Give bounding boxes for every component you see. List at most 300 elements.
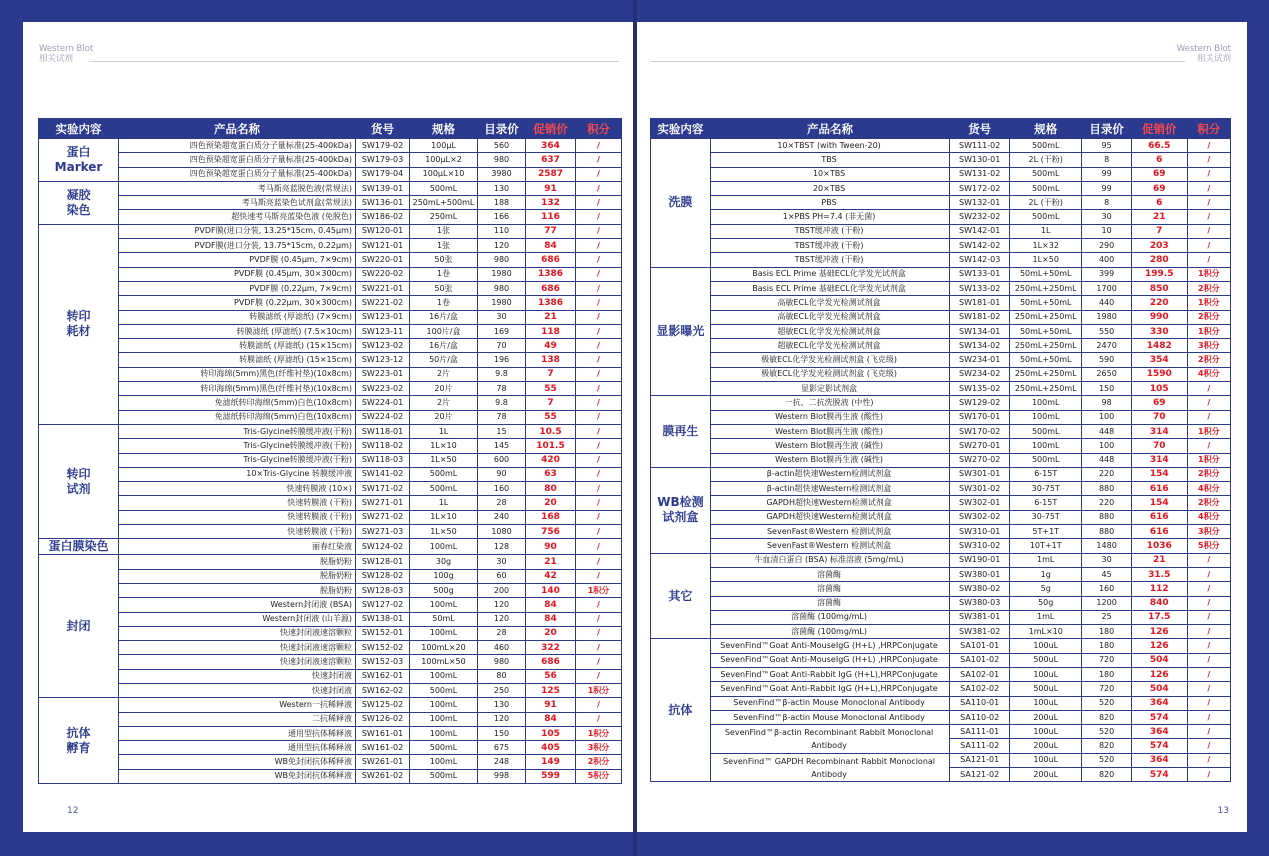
promo-price: 364 xyxy=(1131,725,1187,739)
product-name: Western Blot膜再生液 (碱性) xyxy=(710,453,949,467)
points: / xyxy=(576,296,622,310)
table-row xyxy=(651,625,1231,639)
points: / xyxy=(1187,553,1230,567)
product-code: SW270-01 xyxy=(950,439,1010,453)
table-row xyxy=(39,224,622,238)
product-code: SW111-02 xyxy=(950,139,1010,153)
points: 1积分 xyxy=(1187,267,1230,281)
list-price: 1080 xyxy=(478,525,526,539)
table-row xyxy=(39,424,622,438)
product-code: SW220-01 xyxy=(356,253,410,267)
product-name: SevenFast®Western 检测试剂盒 xyxy=(710,525,949,539)
promo-price: 126 xyxy=(1131,639,1187,653)
product-code: SW134-01 xyxy=(950,324,1010,338)
points: / xyxy=(1187,153,1230,167)
list-price: 440 xyxy=(1082,296,1132,310)
list-price: 30 xyxy=(478,555,526,569)
product-code: SW271-01 xyxy=(356,496,410,510)
table-row xyxy=(651,539,1231,553)
product-spec: 500g xyxy=(410,583,478,597)
product-spec: 500mL xyxy=(410,741,478,755)
product-spec: 1L×10 xyxy=(410,439,478,453)
product-spec: 500mL xyxy=(1010,424,1082,438)
table-row xyxy=(39,181,622,195)
product-name: TBST缓冲液 (干粉) xyxy=(710,253,949,267)
promo-price: 112 xyxy=(1131,582,1187,596)
table-row xyxy=(651,181,1231,195)
table-row xyxy=(39,382,622,396)
points: / xyxy=(1187,239,1230,253)
promo-price: 21 xyxy=(1131,210,1187,224)
table-row xyxy=(39,525,622,539)
product-spec: 50片/盒 xyxy=(410,353,478,367)
product-name: 高敏ECL化学发光检测试剂盒 xyxy=(710,296,949,310)
product-spec: 1L xyxy=(1010,224,1082,238)
points: 3积分 xyxy=(1187,525,1230,539)
product-code: SW134-02 xyxy=(950,339,1010,353)
points: / xyxy=(1187,596,1230,610)
product-name: 极敏ECL化学发光检测试剂盒 (飞克级) xyxy=(710,367,949,381)
list-price: 590 xyxy=(1082,353,1132,367)
table-row xyxy=(39,626,622,640)
table-row xyxy=(39,612,622,626)
list-price: 200 xyxy=(478,583,526,597)
list-price: 980 xyxy=(478,655,526,669)
list-price: 1700 xyxy=(1082,281,1132,295)
product-name: Basis ECL Prime 基础ECL化学发光试剂盒 xyxy=(710,267,949,281)
product-code: SA110-02 xyxy=(950,710,1010,724)
product-code: SW171-02 xyxy=(356,482,410,496)
table-row xyxy=(651,310,1231,324)
product-spec: 1L×50 xyxy=(1010,253,1082,267)
table-row xyxy=(651,725,1231,739)
list-price: 150 xyxy=(1082,382,1132,396)
list-price: 220 xyxy=(1082,496,1132,510)
promo-price: 91 xyxy=(526,698,576,712)
product-code: SW128-03 xyxy=(356,583,410,597)
list-price: 880 xyxy=(1082,482,1132,496)
points: / xyxy=(1187,582,1230,596)
list-price: 78 xyxy=(478,410,526,424)
product-name: WB免封闭抗体稀释液 xyxy=(119,769,356,783)
product-name: Basis ECL Prime 基础ECL化学发光试剂盒 xyxy=(710,281,949,295)
list-price: 169 xyxy=(478,324,526,338)
promo-price: 1590 xyxy=(1131,367,1187,381)
product-name: SevenFind™β-actin Mouse Monoclonal Antibody xyxy=(710,696,949,710)
product-name: 牛血清白蛋白 (BSA) 标准溶液 (5mg/mL) xyxy=(710,553,949,567)
product-name: 10×TBST (with Tween-20) xyxy=(710,139,949,153)
product-spec: 500uL xyxy=(1010,653,1082,667)
promo-price: 330 xyxy=(1131,324,1187,338)
product-name: 溶菌酶 xyxy=(710,567,949,581)
promo-price: 69 xyxy=(1131,167,1187,181)
list-price: 290 xyxy=(1082,239,1132,253)
product-spec: 50张 xyxy=(410,281,478,295)
list-price: 550 xyxy=(1082,324,1132,338)
product-code: SW162-01 xyxy=(356,669,410,683)
product-spec: 100片/盒 xyxy=(410,324,478,338)
product-code: SA121-01 xyxy=(950,753,1010,767)
product-code: SW170-02 xyxy=(950,424,1010,438)
product-spec: 500mL xyxy=(1010,453,1082,467)
promo-price: 6 xyxy=(1131,196,1187,210)
product-name: 一抗、二抗洗脱液 (中性) xyxy=(710,396,949,410)
table-row xyxy=(39,267,622,281)
product-name: 脱脂奶粉 xyxy=(119,583,356,597)
list-price: 28 xyxy=(478,626,526,640)
header-title: Western Blot xyxy=(39,44,94,54)
product-code: SW123-01 xyxy=(356,310,410,324)
product-code: SW232-02 xyxy=(950,210,1010,224)
category-cell: 蛋白膜染色 xyxy=(39,539,119,555)
product-spec: 20片 xyxy=(410,382,478,396)
product-name: β-actin超快速Western检测试剂盒 xyxy=(710,482,949,496)
product-spec: 500mL xyxy=(410,482,478,496)
product-name: Tris-Glycine转膜缓冲液(干粉) xyxy=(119,439,356,453)
list-price: 9.8 xyxy=(478,367,526,381)
table-row xyxy=(651,525,1231,539)
promo-price: 616 xyxy=(1131,525,1187,539)
product-code: SA102-02 xyxy=(950,682,1010,696)
product-spec: 1L×32 xyxy=(1010,239,1082,253)
table-row xyxy=(651,496,1231,510)
product-code: SW181-01 xyxy=(950,296,1010,310)
promo-price: 77 xyxy=(526,224,576,238)
category-cell: 封闭 xyxy=(39,555,119,698)
product-code: SW138-01 xyxy=(356,612,410,626)
product-code: SW270-02 xyxy=(950,453,1010,467)
list-price: 820 xyxy=(1082,739,1132,753)
product-name: Western Blot膜再生液 (碱性) xyxy=(710,439,949,453)
points: / xyxy=(576,253,622,267)
table-header-row xyxy=(39,119,622,139)
product-name: WB免封闭抗体稀释液 xyxy=(119,755,356,769)
promo-price: 138 xyxy=(526,353,576,367)
table-row xyxy=(39,598,622,612)
list-price: 30 xyxy=(1082,210,1132,224)
table-row xyxy=(651,382,1231,396)
product-spec: 1mL xyxy=(1010,610,1082,624)
product-spec: 16片/盒 xyxy=(410,339,478,353)
promo-price: 199.5 xyxy=(1131,267,1187,281)
promo-price: 1036 xyxy=(1131,539,1187,553)
list-price: 188 xyxy=(478,196,526,210)
promo-price: 126 xyxy=(1131,625,1187,639)
product-name: 转膜滤纸 (厚滤纸) (15×15cm) xyxy=(119,339,356,353)
table-row xyxy=(651,596,1231,610)
promo-price: 686 xyxy=(526,655,576,669)
points: / xyxy=(576,539,622,555)
list-price: 30 xyxy=(478,310,526,324)
product-name: SevenFind™Goat Anti-MouseIgG (H+L) ,HRPConjugate xyxy=(710,653,949,667)
promo-price: 140 xyxy=(526,583,576,597)
list-price: 980 xyxy=(478,281,526,295)
product-name: PVDF膜 (0.22μm, 30×300cm) xyxy=(119,296,356,310)
list-price: 1980 xyxy=(478,267,526,281)
points: / xyxy=(576,482,622,496)
product-spec: 500mL xyxy=(1010,167,1082,181)
product-code: SW132-01 xyxy=(950,196,1010,210)
points: / xyxy=(576,496,622,510)
product-code: SW261-02 xyxy=(356,769,410,783)
product-name: 超敏ECL化学发光检测试剂盒 xyxy=(710,324,949,338)
promo-price: 322 xyxy=(526,641,576,655)
table-row xyxy=(651,396,1231,410)
points: / xyxy=(1187,196,1230,210)
list-price: 120 xyxy=(478,612,526,626)
col-promo: 促销价 xyxy=(1131,119,1187,139)
product-code: SW118-01 xyxy=(356,424,410,438)
product-table-left xyxy=(38,118,622,784)
table-row xyxy=(651,239,1231,253)
list-price: 45 xyxy=(1082,567,1132,581)
product-name: Western一抗稀释液 xyxy=(119,698,356,712)
promo-price: 10.5 xyxy=(526,424,576,438)
product-code: SW121-01 xyxy=(356,239,410,253)
product-name: 快速封闭液 xyxy=(119,669,356,683)
promo-price: 80 xyxy=(526,482,576,496)
promo-price: 756 xyxy=(526,525,576,539)
list-price: 980 xyxy=(478,153,526,167)
product-code: SW221-01 xyxy=(356,281,410,295)
product-spec: 250mL+250mL xyxy=(1010,281,1082,295)
product-spec: 5T+1T xyxy=(1010,525,1082,539)
product-spec: 50mL+50mL xyxy=(1010,296,1082,310)
product-name: 丽春红染液 xyxy=(119,539,356,555)
table-row xyxy=(651,253,1231,267)
points: / xyxy=(576,139,622,153)
promo-price: 105 xyxy=(526,726,576,740)
table-row xyxy=(39,496,622,510)
product-name: 高敏ECL化学发光检测试剂盒 xyxy=(710,310,949,324)
product-spec: 50mL xyxy=(410,612,478,626)
product-spec: 6-15T xyxy=(1010,467,1082,481)
promo-price: 49 xyxy=(526,339,576,353)
promo-price: 314 xyxy=(1131,453,1187,467)
table-row xyxy=(39,239,622,253)
product-spec: 100μL xyxy=(410,139,478,153)
points: / xyxy=(576,267,622,281)
product-spec: 1张 xyxy=(410,224,478,238)
product-name: PVDF膜 (0.22μm, 7×9cm) xyxy=(119,281,356,295)
product-code: SW129-02 xyxy=(950,396,1010,410)
points: / xyxy=(1187,768,1230,782)
product-code: SW224-02 xyxy=(356,410,410,424)
list-price: 120 xyxy=(478,712,526,726)
product-code: SW131-02 xyxy=(950,167,1010,181)
product-spec: 100mL xyxy=(410,712,478,726)
promo-price: 55 xyxy=(526,382,576,396)
table-row xyxy=(39,281,622,295)
promo-price: 504 xyxy=(1131,682,1187,696)
category-cell: 其它 xyxy=(651,553,711,639)
product-spec: 100uL xyxy=(1010,725,1082,739)
promo-price: 66.5 xyxy=(1131,139,1187,153)
table-row xyxy=(39,583,622,597)
points: / xyxy=(576,353,622,367)
list-price: 520 xyxy=(1082,725,1132,739)
product-name: 溶菌酶 xyxy=(710,596,949,610)
table-row xyxy=(651,653,1231,667)
points: / xyxy=(576,281,622,295)
product-name: SevenFind™β-actin Recombinant Rabbit Monoclonal Antibody xyxy=(710,725,949,754)
product-code: SW161-02 xyxy=(356,741,410,755)
col-promo: 促销价 xyxy=(526,119,576,139)
list-price: 180 xyxy=(1082,625,1132,639)
table-row xyxy=(651,424,1231,438)
category-cell: 抗体 xyxy=(651,639,711,782)
product-code: SW152-01 xyxy=(356,626,410,640)
promo-price: 990 xyxy=(1131,310,1187,324)
promo-price: 21 xyxy=(526,555,576,569)
promo-price: 31.5 xyxy=(1131,567,1187,581)
product-name: PVDF膜 (0.45μm, 7×9cm) xyxy=(119,253,356,267)
product-name: 四色预染超宽蛋白质分子量标准(25-400kDa) xyxy=(119,153,356,167)
table-row xyxy=(39,253,622,267)
product-code: SW381-02 xyxy=(950,625,1010,639)
product-code: SW234-01 xyxy=(950,353,1010,367)
product-code: SW301-01 xyxy=(950,467,1010,481)
product-code: SW152-03 xyxy=(356,655,410,669)
points: / xyxy=(576,655,622,669)
table-row xyxy=(651,324,1231,338)
list-price: 95 xyxy=(1082,139,1132,153)
product-code: SA101-01 xyxy=(950,639,1010,653)
product-spec: 100mL xyxy=(1010,396,1082,410)
product-spec: 1张 xyxy=(410,239,478,253)
product-spec: 100uL xyxy=(1010,639,1082,653)
product-name: PVDF膜(进口分装, 13.25*15cm, 0.45μm) xyxy=(119,224,356,238)
points: / xyxy=(576,641,622,655)
list-price: 240 xyxy=(478,510,526,524)
product-name: Western Blot膜再生液 (酸性) xyxy=(710,410,949,424)
product-spec: 100uL xyxy=(1010,667,1082,681)
points: / xyxy=(576,181,622,195)
points: 1积分 xyxy=(576,683,622,697)
list-price: 448 xyxy=(1082,424,1132,438)
product-name: 10×Tris-Glycine 转膜缓冲液 xyxy=(119,467,356,481)
product-name: 快速转膜液 (干粉) xyxy=(119,496,356,510)
list-price: 90 xyxy=(478,467,526,481)
col-code: 货号 xyxy=(950,119,1010,139)
product-code: SW123-12 xyxy=(356,353,410,367)
product-spec: 200uL xyxy=(1010,710,1082,724)
category-cell: 抗体 孵育 xyxy=(39,698,119,784)
table-row xyxy=(39,712,622,726)
table-row xyxy=(651,610,1231,624)
product-name: 快速转膜液 (干粉) xyxy=(119,525,356,539)
list-price: 720 xyxy=(1082,682,1132,696)
product-code: SW123-11 xyxy=(356,324,410,338)
list-price: 560 xyxy=(478,139,526,153)
product-spec: 500mL xyxy=(1010,139,1082,153)
table-row xyxy=(651,753,1231,767)
product-spec: 2L (干粉) xyxy=(1010,153,1082,167)
points: / xyxy=(1187,181,1230,195)
product-name: SevenFast®Western 检测试剂盒 xyxy=(710,539,949,553)
list-price: 820 xyxy=(1082,710,1132,724)
points: 1积分 xyxy=(1187,424,1230,438)
promo-price: 70 xyxy=(1131,439,1187,453)
product-code: SA121-02 xyxy=(950,768,1010,782)
category-cell: 蛋白 Marker xyxy=(39,139,119,182)
product-name: 考马斯亮蓝染色试剂盒(常规法) xyxy=(119,196,356,210)
list-price: 28 xyxy=(478,496,526,510)
list-price: 15 xyxy=(478,424,526,438)
product-name: β-actin超快速Western检测试剂盒 xyxy=(710,467,949,481)
product-spec: 1L xyxy=(410,424,478,438)
product-spec: 500mL xyxy=(410,683,478,697)
promo-price: 420 xyxy=(526,453,576,467)
product-name: PBS xyxy=(710,196,949,210)
table-row xyxy=(39,510,622,524)
table-row xyxy=(651,567,1231,581)
product-name: GAPDH超快速Western检测试剂盒 xyxy=(710,510,949,524)
product-name: 通用型抗体稀释液 xyxy=(119,726,356,740)
product-spec: 20片 xyxy=(410,410,478,424)
product-name: 溶菌酶 xyxy=(710,582,949,596)
product-code: SW130-01 xyxy=(950,153,1010,167)
points: / xyxy=(1187,167,1230,181)
promo-price: 686 xyxy=(526,253,576,267)
points: / xyxy=(1187,639,1230,653)
table-row xyxy=(651,153,1231,167)
points: / xyxy=(1187,696,1230,710)
points: / xyxy=(1187,725,1230,739)
product-code: SW118-02 xyxy=(356,439,410,453)
points: / xyxy=(576,324,622,338)
promo-price: 850 xyxy=(1131,281,1187,295)
product-code: SW301-02 xyxy=(950,482,1010,496)
promo-price: 354 xyxy=(1131,353,1187,367)
table-row xyxy=(651,139,1231,153)
product-table-right xyxy=(650,118,1231,782)
promo-price: 220 xyxy=(1131,296,1187,310)
list-price: 980 xyxy=(478,253,526,267)
table-header-row xyxy=(651,119,1231,139)
product-spec: 100mL xyxy=(410,726,478,740)
promo-price: 126 xyxy=(1131,667,1187,681)
product-spec: 1卷 xyxy=(410,296,478,310)
points: / xyxy=(576,598,622,612)
category-cell: 显影曝光 xyxy=(651,267,711,396)
list-price: 110 xyxy=(478,224,526,238)
product-code: SW186-02 xyxy=(356,210,410,224)
points: / xyxy=(576,396,622,410)
product-code: SW125-02 xyxy=(356,698,410,712)
product-spec: 100g xyxy=(410,569,478,583)
list-price: 160 xyxy=(1082,582,1132,596)
promo-price: 154 xyxy=(1131,467,1187,481)
product-code: SA101-02 xyxy=(950,653,1010,667)
header-rule xyxy=(89,61,619,62)
product-spec: 500uL xyxy=(1010,682,1082,696)
promo-price: 42 xyxy=(526,569,576,583)
table-row xyxy=(651,281,1231,295)
promo-price: 84 xyxy=(526,239,576,253)
product-name: PVDF膜(进口分装, 13.75*15cm, 0.22μm) xyxy=(119,239,356,253)
table-row xyxy=(39,310,622,324)
product-name: 转膜滤纸 (厚滤纸) (15×15cm) xyxy=(119,353,356,367)
promo-price: 20 xyxy=(526,496,576,510)
table-row xyxy=(39,482,622,496)
promo-price: 20 xyxy=(526,626,576,640)
points: / xyxy=(1187,739,1230,753)
product-name: 溶菌酶 (100mg/mL) xyxy=(710,625,949,639)
promo-price: 405 xyxy=(526,741,576,755)
product-spec: 500mL xyxy=(410,769,478,783)
points: / xyxy=(576,310,622,324)
